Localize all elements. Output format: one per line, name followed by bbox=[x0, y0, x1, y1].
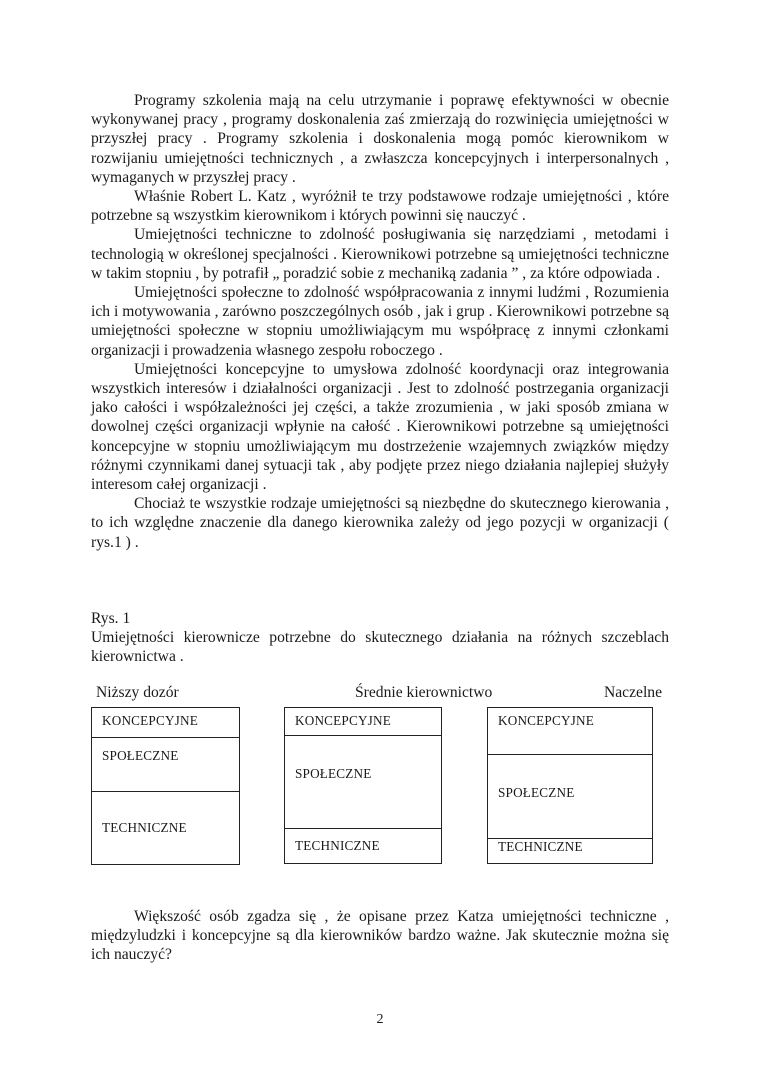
segment-conceptual: KONCEPCYJNE bbox=[295, 713, 391, 728]
page-number: 2 bbox=[376, 1012, 384, 1027]
segment-social: SPOŁECZNE bbox=[488, 754, 652, 838]
paragraph-training-programs: Programy szkolenia mają na celu utrzymanie i poprawę efektywności w obecnie wykonywanej pracy , programy doskonalenia zaś zmierzają do rozwinięcia umiejętności w przyszłej pracy . Programy szkolenia i doskonalenia mogą pomóc kierownikom w rozwijaniu umiejętności technicznych , a zwłaszcza koncepcyjnych i interpersonalnych , wymaganych w przyszłej pracy . bbox=[91, 92, 669, 186]
paragraph-social-skills: Umiejętności społeczne to zdolność współpracowania z innymi ludźmi , Rozumienia ich i motywowania , zarówno poszczególnych osób , jak i grup . Kierownikowi potrzebne są umiejętności społeczne w stopniu umożliwiającym mu współpracę z innymi członkami organizacji i prowadzenia własnego zespołu roboczego . bbox=[91, 284, 669, 359]
segment-social: SPOŁECZNE bbox=[285, 735, 441, 828]
segment-conceptual: KONCEPCYJNE bbox=[102, 713, 198, 728]
skills-box-middle bbox=[284, 707, 442, 864]
closing-text bbox=[91, 907, 669, 965]
figure-caption-text: Umiejętności kierownicze potrzebne do skutecznego działania na różnych szczeblach kierownictwa . bbox=[91, 629, 669, 666]
paragraph-relative-importance: Chociaż te wszystkie rodzaje umiejętności są niezbędne do skutecznego kierowania , to ich względne znaczenie dla danego kierownika zależy od jego pozycji w organizacji ( rys.1 ) . bbox=[91, 495, 669, 551]
skills-box-lower bbox=[91, 707, 240, 865]
segment-conceptual: KONCEPCYJNE bbox=[498, 713, 594, 728]
segment-technical: TECHNICZNE bbox=[285, 828, 441, 865]
segment-technical: TECHNICZNE bbox=[488, 838, 652, 865]
level-title-middle: Średnie kierownictwo bbox=[355, 684, 493, 701]
figure-label: Rys. 1 bbox=[91, 610, 131, 627]
body-text bbox=[91, 91, 669, 552]
paragraph-closing: Większość osób zgadza się , że opisane przez Katza umiejętności techniczne , międzyludzki i koncepcyjne są dla kierowników bardzo ważne. Jak skutecznie można się ich nauczyć? bbox=[91, 908, 669, 964]
paragraph-technical-skills: Umiejętności techniczne to zdolność posługiwania się narzędziami , metodami i technologią w określonej specjalności . Kierownikowi potrzebne są umiejętności techniczne w takim stopniu , by potrafił „ poradzić sobie z mechaniką zadania ” , za które odpowiada . bbox=[91, 226, 669, 282]
paragraph-conceptual-skills: Umiejętności koncepcyjne to umysłowa zdolność koordynacji oraz integrowania wszystkich interesów i działalności organizacji . Jest to zdolność postrzegania organizacji jako całości i współzależności jej części, a także zrozumienia , w jaki sposób zmiana w dowolnej części organizacji wpłynie na całość . Kierownikowi potrzebne są umiejętności koncepcyjne w stopniu umożliwiającym mu dostrzeżenie wzajemnych związków między różnymi czynnikami danej sytuacji tak , aby podjęte przez niego działania najlepiej służyły interesom całej organizacji . bbox=[91, 360, 669, 494]
skills-box-top bbox=[487, 707, 653, 864]
level-title-top: Naczelne bbox=[604, 684, 662, 701]
level-title-lower: Niższy dozór bbox=[96, 684, 179, 701]
segment-social: SPOŁECZNE bbox=[92, 737, 239, 791]
segment-technical: TECHNICZNE bbox=[92, 791, 239, 866]
figure-caption bbox=[91, 609, 669, 667]
paragraph-katz: Właśnie Robert L. Katz , wyróżnił te trzy podstawowe rodzaje umiejętności , które potrzebne są wszystkim kierownikom i których powinni się nauczyć . bbox=[91, 188, 669, 225]
